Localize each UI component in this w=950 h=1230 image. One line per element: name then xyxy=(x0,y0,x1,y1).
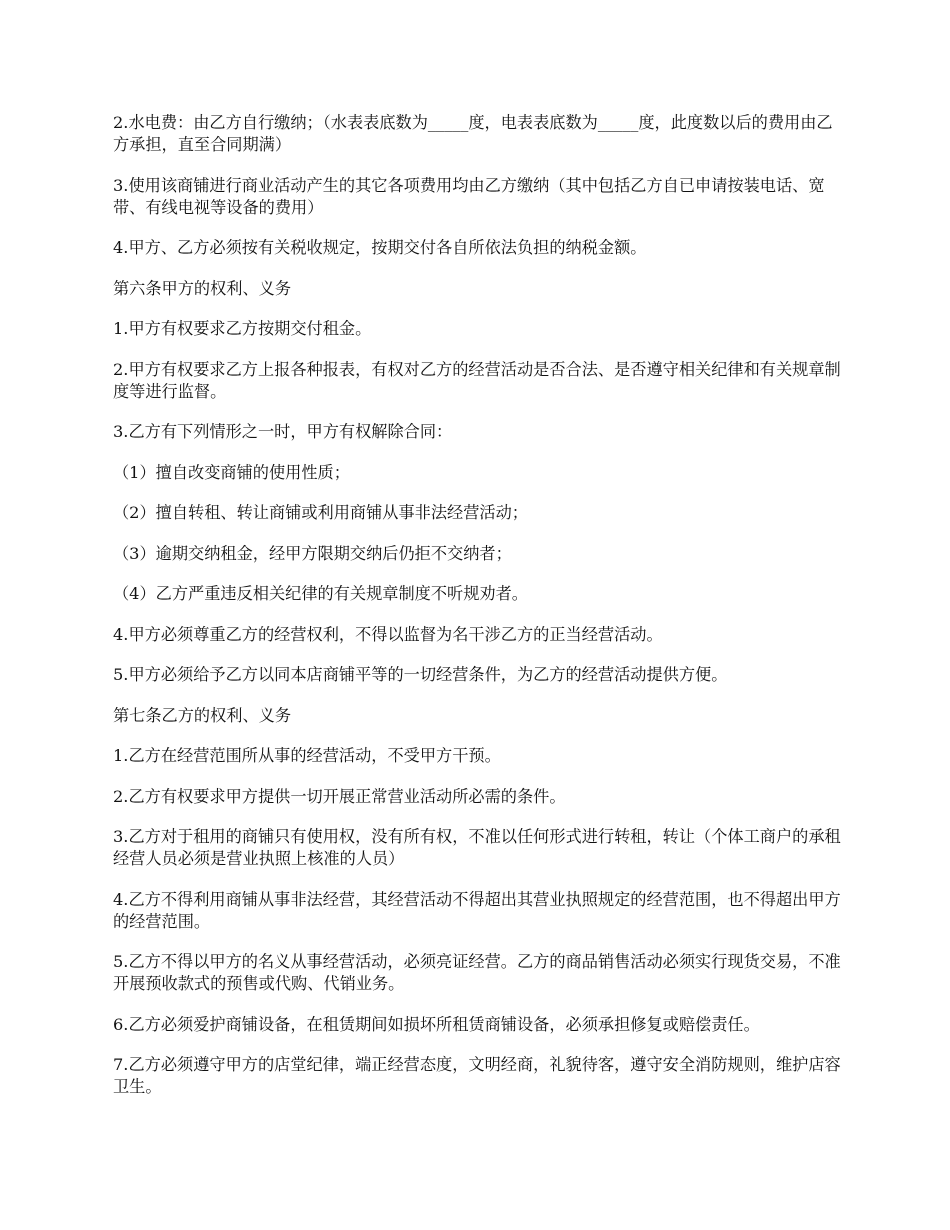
article-7-item-4: 4.乙方不得利用商铺从事非法经营，其经营活动不得超出其营业执照规定的经营范围，也不得超出甲方的经营范围。 xyxy=(113,889,841,931)
termination-case-1: （1）擅自改变商铺的使用性质； xyxy=(113,462,350,482)
termination-case-4: （4）乙方严重违反相关纪律的有关规章制度不听规劝者。 xyxy=(113,584,528,603)
article-6-item-2: 2.甲方有权要求乙方上报各种报表，有权对乙方的经营活动是否合法、是否遵守相关纪律和有关规章制度等进行监督。 xyxy=(113,359,841,401)
article-7-heading: 第七条乙方的权利、义务 xyxy=(113,705,292,725)
document-page xyxy=(113,112,848,1117)
clause-tax: 4.甲方、乙方必须按有关税收规定，按期交付各自所依法负担的纳税金额。 xyxy=(113,238,647,257)
article-7-item-3: 3.乙方对于租用的商铺只有使用权，没有所有权，不准以任何形式进行转租，转让（个体工商户的承租经营人员必须是营业执照上核准的人员） xyxy=(113,827,841,868)
article-6-item-4: 4.甲方必须尊重乙方的经营权利，不得以监督为名干涉乙方的正当经营活动。 xyxy=(113,624,663,644)
article-6-heading: 第六条甲方的权利、义务 xyxy=(113,278,292,298)
article-7-item-6: 6.乙方必须爱护商铺设备，在租赁期间如损坏所租赁商铺设备，必须承担修复或赔偿责任。 xyxy=(113,1014,760,1034)
termination-case-2: （2）擅自转租、转让商铺或利用商铺从事非法经营活动； xyxy=(113,503,528,522)
clause-utilities-fee: 2.水电费：由乙方自行缴纳；（水表表底数为_____度，电表表底数为_____度，此度数以后的费用由乙方承担，直至合同期满） xyxy=(113,113,833,154)
article-6-item-5: 5.甲方必须给予乙方以同本店商铺平等的一切经营条件，为乙方的经营活动提供方便。 xyxy=(113,665,728,684)
clause-other-fees: 3.使用该商铺进行商业活动产生的其它各项费用均由乙方缴纳（其中包括乙方自已申请按装电话、宽带、有线电视等设备的费用） xyxy=(113,175,825,217)
article-7-item-7: 7.乙方必须遵守甲方的店堂纪律，端正经营态度，文明经商，礼貌待客，遵守安全消防规则，维护店容卫生。 xyxy=(113,1055,841,1096)
article-7-item-1: 1.乙方在经营范围所从事的经营活动，不受甲方干预。 xyxy=(113,746,501,765)
article-7-item-2: 2.乙方有权要求甲方提供一切开展正常营业活动所必需的条件。 xyxy=(113,786,566,806)
article-6-item-3: 3.乙方有下列情形之一时，甲方有权解除合同： xyxy=(113,422,453,441)
article-6-item-1: 1.甲方有权要求乙方按期交付租金。 xyxy=(113,319,372,338)
termination-case-3: （3）逾期交纳租金，经甲方限期交纳后仍拒不交纳者； xyxy=(113,543,512,563)
article-7-item-5: 5.乙方不得以甲方的名义从事经营活动，必须亮证经营。乙方的商品销售活动必须实行现货交易，不准开展预收款式的预售或代购、代销业务。 xyxy=(113,952,841,993)
